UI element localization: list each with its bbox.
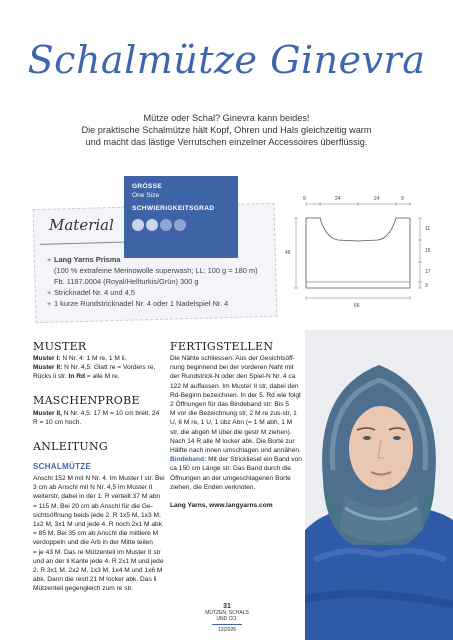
fertigstellen-heading: FERTIGSTELLEN (170, 340, 274, 353)
material-item-detail: Fb. 1187.0004 (Royal/Hellturkis/Grün) 300 g (54, 277, 199, 286)
dim-label-right: 11 (425, 226, 431, 232)
material-heading: Material (49, 216, 114, 234)
dim-label-top: 9 (303, 196, 306, 202)
difficulty-dot-filled (146, 219, 158, 231)
intro-text (20, 112, 433, 148)
anleitung-heading: ANLEITUNG (33, 440, 108, 453)
dim-label-right: 3 (425, 283, 428, 289)
dim-label-right: 15 (425, 248, 431, 254)
page-number: 31 (223, 603, 231, 610)
page-footer (199, 604, 255, 633)
dim-label-top: 9 (401, 196, 404, 202)
pattern-schematic (282, 190, 437, 315)
footer-section: MÜTZEN, SCHALS (205, 610, 249, 616)
difficulty-dot-empty (174, 219, 186, 231)
maschenprobe-heading: MASCHENPROBE (33, 394, 140, 407)
face-shape (349, 406, 413, 490)
credit: Lang Yarns, www.langyarns.com (170, 502, 273, 510)
intro-line: und macht das lästige Verrutschen einzelner Accessoires überflüssig. (85, 137, 368, 147)
maschenprobe-text: Muster II, N Nr. 4,5: 17 M = 10 cm breit. 24 R = 10 cm hoch. (33, 410, 160, 427)
material-item: + Stricknadel Nr. 4 und 4,5 (47, 287, 272, 298)
anleitung-text: Anschl 152 M mit N Nr. 4. Im Muster I str. Bei 3 cm ab Anschl mit N Nr. 4,5 im Muster II weiterstr, dabei in der 1. R verteilt 37 M abn = 115 M. Bei 20 cm ab Anschl für die Ge- sichtsöffnung beids jede 2. R 1x5 M, 1x3 M, 1x2 M, 3x1 M und jede 4. R noch 2x1 M abk = 85 M. Bei 35 cm ab Anschl die mittlere M verdoppeln und die Arb in der Mitte teilen = je 43 M. Das re Mützenteil im Muster II str und an der li Kante jede 4. R 2x1 M und jede 2. R 3x1 M, 2x2 M, 1x3 M, 1x4 M und 1x6 M abk. Dann die restl 21 M locker abk. Das li Mützenteil gegengleich zum re str. (33, 475, 165, 593)
muster-heading: MUSTER (33, 340, 87, 353)
difficulty-dot-filled (132, 219, 144, 231)
material-list (47, 254, 272, 309)
dim-label-top: 24 (374, 196, 380, 202)
dim-label-right: 17 (425, 269, 431, 275)
material-item: + 1 kurze Rundstricknadel Nr. 4 oder 1 Nadelspiel Nr. 4 (47, 298, 272, 309)
info-box (124, 176, 238, 258)
difficulty-dot-empty (160, 219, 172, 231)
material-item-detail: (100 % extrafeine Merinowolle superwash; LL: 100 g = 180 m) (54, 266, 258, 275)
dim-label-bottom: 66 (354, 303, 360, 309)
fertigstellen-text: Die Nähte schliessen. Aus der Gesichtsöff- nung beginnend bei der vorderen Naht mit der Rundstrick-N oder den Spiel-N Nr. 4 ca 122 M auffassen. Im Muster II str, dabei den Rd-Beginn bezeichnen. In der 5. Rd wie folgt 2 Öffnungen für das Bindeband str: Bis 5 M vor die Bezeichnung str, 2 M re zus-str, 1 U, 6 M re, 1 U, 1 übz Abn (= 1 M abh, 1 M str, die abgeh M über die gestr M ziehen). Nach 14 R alle M locker abk. Die Borte zur Hälfte nach innen umschlagen und annähen. Bindeband: Mit der Strickliesel ein Band von ca 150 cm Länge str. Das Band durch die Öffnungen an der umgeschlagenen Borte ziehen, die Enden verknoten. Lang Yarns, www.langyarns.com (170, 355, 302, 510)
muster-text: Muster I: N Nr. 4: 1 M re, 1 M li. Muster II: N Nr. 4,5: Glatt re = Vorders re, Rücks li str. In Rd = alle M re. (33, 355, 156, 381)
footer-section: UND CO. (216, 616, 238, 622)
page-title: Schalmütze Ginevra (27, 38, 426, 82)
schalmuetze-subheading: SCHALMÜTZE (33, 462, 92, 471)
material-item: + Lang Yarns Prisma (47, 254, 272, 265)
schematic-outline (306, 218, 410, 288)
model-photo (305, 330, 453, 640)
intro-line: Mütze oder Schal? Ginevra kann beides! (143, 113, 310, 123)
dim-label-left: 46 (285, 250, 291, 256)
size-value: One Size (132, 192, 160, 199)
dim-label-top: 24 (335, 196, 341, 202)
footer-issue: 13|2026 (218, 627, 236, 633)
footer-divider (212, 624, 242, 625)
difficulty-heading: SCHWIERIGKEITSGRAD (132, 205, 215, 212)
intro-line: Die praktische Schalmütze hält Kopf, Ohren und Hals gleichzeitig warm (81, 125, 372, 135)
difficulty-rating (132, 219, 230, 231)
size-heading: GRÖSSE (132, 183, 163, 190)
